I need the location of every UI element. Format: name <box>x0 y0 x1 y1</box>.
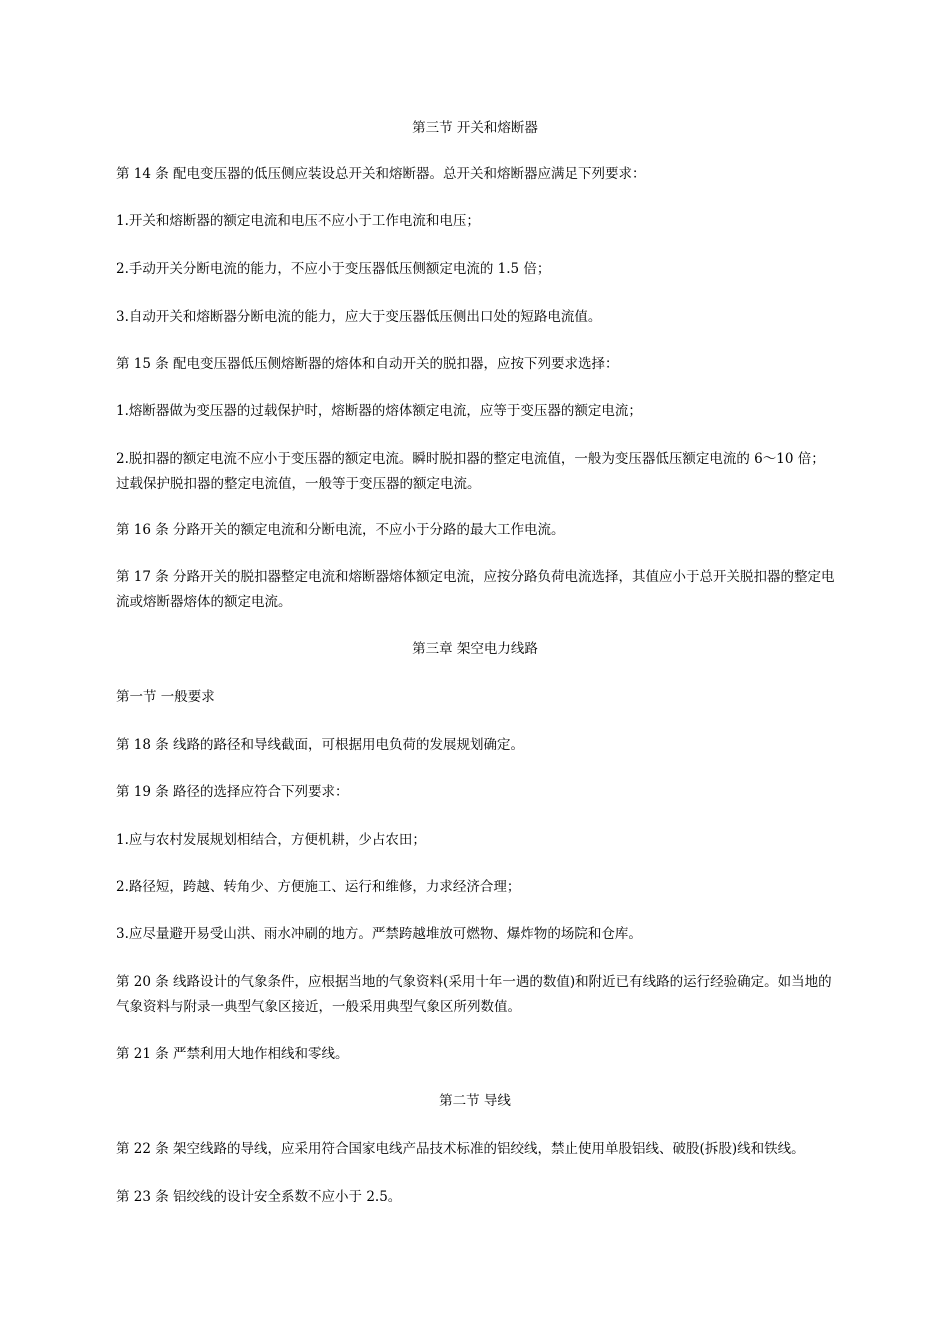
section-heading-general: 第一节 一般要求 <box>116 689 215 705</box>
article-14-item-3: 3.自动开关和熔断器分断电流的能力，应大于变压器低压侧出口处的短路电流值。 <box>116 309 602 325</box>
article-14-item-2: 2.手动开关分断电流的能力，不应小于变压器低压侧额定电流的 1.5 倍； <box>116 261 551 277</box>
article-17: 第 17 条 分路开关的脱扣器整定电流和熔断器熔体额定电流，应按分路负荷电流选择，其值应小于总开关脱扣器的整定电流或熔断器熔体的额定电流。 <box>116 569 835 610</box>
article-15-item-1: 1.熔断器做为变压器的过载保护时，熔断器的熔体额定电流，应等于变压器的额定电流； <box>116 403 642 419</box>
article-22: 第 22 条 架空线路的导线，应采用符合国家电线产品技术标准的铝绞线，禁止使用单股铝线、破股(拆股)线和铁线。 <box>116 1141 805 1157</box>
article-14: 第 14 条 配电变压器的低压侧应装设总开关和熔断器。总开关和熔断器应满足下列要求： <box>116 166 646 182</box>
article-18: 第 18 条 线路的路径和导线截面，可根据用电负荷的发展规划确定。 <box>116 737 525 753</box>
article-14-item-1: 1.开关和熔断器的额定电流和电压不应小于工作电流和电压； <box>116 213 480 229</box>
section-heading-conductors: 第二节 导线 <box>439 1093 511 1109</box>
article-16: 第 16 条 分路开关的额定电流和分断电流，不应小于分路的最大工作电流。 <box>116 522 565 538</box>
article-19-item-2: 2.路径短，跨越、转角少、方便施工、运行和维修，力求经济合理； <box>116 879 521 895</box>
article-23: 第 23 条 铝绞线的设计安全系数不应小于 2.5。 <box>116 1189 402 1205</box>
article-19: 第 19 条 路径的选择应符合下列要求： <box>116 784 349 800</box>
article-19-item-3: 3.应尽量避开易受山洪、雨水冲刷的地方。严禁跨越堆放可燃物、爆炸物的场院和仓库。 <box>116 926 642 942</box>
section-heading-switches-fuses: 第三节 开关和熔断器 <box>412 120 538 136</box>
article-15: 第 15 条 配电变压器低压侧熔断器的熔体和自动开关的脱扣器，应按下列要求选择： <box>116 356 619 372</box>
chapter-heading-overhead-lines: 第三章 架空电力线路 <box>412 641 538 657</box>
article-21: 第 21 条 严禁利用大地作相线和零线。 <box>116 1046 349 1062</box>
article-15-item-2: 2.脱扣器的额定电流不应小于变压器的额定电流。瞬时脱扣器的整定电流值，一般为变压器低压额定电流的 6～10 倍；过载保护脱扣器的整定电流值，一般等于变压器的额定电流。 <box>116 451 825 492</box>
article-19-item-1: 1.应与农村发展规划相结合，方便机耕，少占农田； <box>116 832 426 848</box>
article-20: 第 20 条 线路设计的气象条件，应根据当地的气象资料(采用十年一遇的数值)和附近已有线路的运行经验确定。如当地的气象资料与附录一典型气象区接近，一般采用典型气象区所列数值。 <box>116 974 832 1015</box>
